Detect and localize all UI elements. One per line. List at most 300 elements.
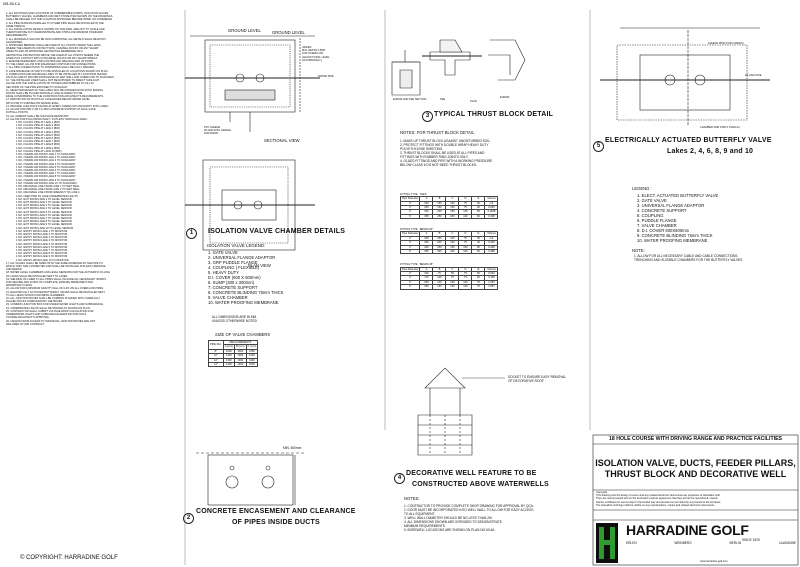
iso-legend-item-1: 2. UNIVERSAL FLANGE ADAPTOR (208, 255, 276, 260)
note-list-item-28: 1 NO. EXIT FROM LAKE 5 TO LEVEL SENSOR (16, 210, 72, 214)
thrust-table-cell: 100 (459, 285, 472, 289)
thrust-table-cell: 4" (401, 245, 420, 249)
thrust-table-cell: 1.253 (485, 280, 498, 284)
thrust-note-3: 3. THRUST BLOCKS SHALL BE USED AT ALL PIPES AND (400, 151, 485, 155)
iso-water-pipe: WATER PIPE (318, 75, 334, 78)
thrust-table-cell: 3" (401, 241, 420, 245)
thrust-table-header: Pipe Diameter (402, 267, 419, 271)
thrust-label-tee: TEE (440, 98, 446, 101)
thrust-table-caption: FITTING TYPE : TEES (400, 193, 427, 196)
thrust-table-cell: 50 (446, 272, 459, 276)
size-cell: 1400 (246, 358, 258, 362)
iso-ground-level: GROUND LEVEL (228, 28, 261, 33)
iso-sectional-view: SECTIONAL VIEW (264, 138, 300, 143)
thrust-table-header: B (433, 232, 446, 236)
note-list-item-31: 1 NO. EXIT FROM LAKE 8 TO LEVEL SENSOR (16, 220, 72, 224)
iso-pvc-sleeve: PVC SLEEVE FILLED WITH GRAVEL FOR DRAIN (204, 126, 232, 136)
section-number-4: 4 (394, 473, 405, 484)
thrust-table-header: A (420, 232, 433, 236)
note-list-item-3: 1 NO. FILLING PIPE AT LAKE 4 (80F) (16, 130, 61, 134)
size-cell: 1300 (223, 358, 234, 362)
size-col-pipe: PIPE DIA. (209, 341, 224, 350)
thrust-table-cell: 75 (459, 206, 472, 210)
tb-course: 18 HOLE COURSE WITH DRIVING RANGE AND PRACTICE FACILITIES (608, 436, 783, 442)
thrust-table-cell: 100 (446, 241, 459, 245)
note-list-item-17: 1 NO. OVERFLOW FROM LAKE 8 TO SOAKAWAY (16, 175, 76, 179)
note-list-item-21: 1 NO. DRAINAGE LINE FROM LAKE 2 TO WET WELL (16, 188, 80, 192)
bf-legend-item-5: 6. PUDDLE FLANGE (637, 218, 677, 223)
iso-plan-view: PLAN VIEW (248, 263, 271, 268)
thrust-table-header: D (459, 267, 472, 271)
note-list-item-15: 1 NO. OVERFLOW FROM LAKE 6 TO SOAKAWAY (16, 168, 76, 172)
iso-legend-item-6: 6. SUMP (300 x 300mm) (208, 280, 255, 285)
note-list-item-18: 1 NO. OVERFLOW FROM LAKE 9 TO SOAKAWAY (16, 178, 76, 182)
note-list-item-4: 1 NO. FILLING PIPE AT LAKE 5 (80F) (16, 133, 61, 137)
size-cell: 1000 (235, 349, 247, 353)
note-list-item-20: 1 NO. DRAINAGE LINE FROM LAKE 1 TO WET WELL (16, 184, 80, 188)
bf-chamber: CHAMBER (MIN 1500 X 1500mm) (700, 126, 740, 129)
iso-dims-note: ALL DIMENSIONS ARE IN MM UNLESS OTHERWISE NOTED (212, 315, 257, 323)
thrust-table-cell: 100 (459, 250, 472, 254)
thrust-table-cell: 2" (401, 272, 420, 276)
thrust-table-cell: 75 (472, 285, 485, 289)
note-list-item-42: 1 NO. ENTRY FROM LAKE 9 TO MONITOR (16, 255, 68, 259)
note-line-18: 8. LAKE DRAINAGE OUTLETS TO BE INSTALLED AT LOCATIONS SHOWN ON PLAN. (6, 69, 109, 73)
note-tail-line-3: 18. WATER LEVEL CHAMBERS AND LEVEL SENSORS FOR THE AUTOMATIC FILLING (6, 271, 110, 275)
thrust-table-cell: 6" (401, 214, 420, 218)
note-list-item-33: 1 NO. EXIT FROM LAKE 10 TO LEVEL SENSOR (16, 226, 74, 230)
thrust-table-header: E (472, 267, 485, 271)
note-list-item-37: 1 NO. ENTRY FROM LAKE 4 TO MONITOR (16, 239, 68, 243)
note-line-25: ROCKS SHALL BE PLACED MANUALLY AND ALIGNED ON THE (6, 92, 83, 96)
thrust-table-cell: 100 (433, 276, 446, 280)
brand-logo-icon (596, 523, 618, 563)
note-tail-line-12: PLACED ROCKS SURROUNDING THE BOXES. (6, 300, 63, 304)
thrust-table-cell: 100 (459, 210, 472, 214)
thrust-table-cell: 250 (420, 206, 433, 210)
note-list-item-24: 1 NO. EXIT FROM LAKE 1 TO LEVEL SENSOR (16, 197, 72, 201)
thrust-note-5: 4. GLUED FITTINGS AND PIPE WITH A WORKING PRESSURE (400, 159, 493, 163)
tb-office-1: WEINBERG (674, 541, 692, 545)
bf-notes-title: NOTE: (632, 248, 645, 253)
tb-drawing-title: ISOLATION VALVE, DUCTS, FEEDER PILLARS, THRUST BLOCK AND DECORATIVE WELL (595, 458, 796, 479)
section-number-2: 2 (183, 513, 194, 524)
size-measurements: MEASUREMENTS (223, 341, 258, 345)
thrust-table-cell: 75 (459, 241, 472, 245)
thrust-table-header: E (472, 232, 485, 236)
thrust-table-row (401, 250, 498, 254)
thrust-table-cell: 250 (433, 214, 446, 218)
size-cell: 12" (209, 358, 224, 362)
tb-copy-line-0: Copyright (596, 491, 608, 494)
note-list-item-0: 1 NO. FILLING PIPE AT LAKE 1 (80F) (16, 120, 61, 124)
thrust-table-header: Pipe Diameter (402, 232, 419, 236)
thrust-table-caption: FITTING TYPE : BENDS 90° (400, 228, 434, 232)
bf-legend-item-4: 5. COUPLING (637, 213, 664, 218)
note-line-22: ALLOW FOR THE INSTALLATION OF STONES AND PEBBLES TO FILL IN (6, 82, 94, 86)
note-line-21: 10. THE INSTALLED LINES SHALL NOT BE EXPOSED TO DIRECT SUNLIGHT. (6, 79, 100, 83)
iso-legend-item-8: 8. CONCRETE BLINDING 75mm THICK (208, 290, 284, 295)
bf-legend-item-9: 10. WATER PROOFING MEMBRANE (637, 238, 708, 243)
iso-legend (208, 250, 284, 305)
thrust-table-cell: 350 (420, 214, 433, 218)
thrust-table-cell: 75 (472, 280, 485, 284)
thrust-table-cell: 75 (433, 272, 446, 276)
note-tail-line-17: COURSE ARCHITECT'S APPROVAL. (6, 316, 50, 320)
thrust-table-cell: 75 (459, 276, 472, 280)
thrust-table-caption: FITTING TYPE : BENDS 45° (400, 263, 434, 267)
thrust-label-elbow-tee: ELBOW AND TEE SECTION (393, 98, 427, 101)
bf-legend-item-1: 2. GATE VALVE (637, 198, 667, 203)
note-tail-line-10: TO ALL LAKES WITHIN CONCRETE CHAMBERS. (6, 293, 66, 297)
thrust-table-cell: 0.198 (485, 214, 498, 218)
note-line-15: 6. ENSURE PERMANENT AND CONTROLLED WELDING AND UP DOWN (6, 60, 94, 64)
thrust-table-cell: 0.108 (485, 276, 498, 280)
size-cell: 1400 (223, 363, 234, 367)
note-line-4: SAME TRENCH. (6, 24, 26, 28)
note-list-item-29: 1 NO. EXIT FROM LAKE 6 TO LEVEL SENSOR (16, 213, 72, 217)
thrust-table-cell: 0.030 (485, 272, 498, 276)
thrust-table-header: Volume (485, 232, 498, 236)
thrust-table-cell: 6" (401, 285, 420, 289)
bf-legend-item-0: 1. ELECT. ACTUATED BUTTERFLY VALVE (637, 193, 719, 198)
thrust-table-header: A (420, 267, 433, 271)
thrust-table-cell: 30 (472, 236, 485, 240)
size-col-b: B (mm) (236, 345, 245, 349)
note-list-item-26: 1 NO. EXIT FROM LAKE 3 TO LEVEL SENSOR (16, 204, 72, 208)
note-list-item-36: 1 NO. ENTRY FROM LAKE 3 TO MONITOR (16, 236, 68, 240)
note-list-item-5: 1 NO. FILLING PIPE AT LAKE 6 (80F) (16, 136, 61, 140)
note-list-item-9: 1 NO. FILLING PIPE AT LAKE 10 (80F) (16, 149, 62, 153)
thrust-table-header: C (446, 197, 459, 201)
thrust-table-cell: 150 (433, 206, 446, 210)
thrust-table-cell: 250 (433, 245, 446, 249)
bf-legend-item-8: 9. CONCRETE BLINDING 75mm THICK (637, 233, 713, 238)
thrust-table-cell: 4" (401, 210, 420, 214)
note-tail-line-1: WHICH THEY ARE CONNECTED AND SHALL BE INSTALLED FOR EASY REMOVAL (6, 265, 107, 269)
note-line-27: 12. DEPOSITION OF ROCKS AT LAKE EDGES BELOW WATER LEVEL (6, 98, 91, 102)
tb-office-0: ERLEN (626, 541, 637, 545)
thrust-table-cell: 1.557 (485, 285, 498, 289)
thrust-table-header: Volume (485, 267, 498, 271)
tb-office-2: BERLIN (729, 541, 742, 545)
iso-legend-item-7: 7. CONCRETE SUPPORT (208, 285, 258, 290)
thrust-table-cell: 150 (433, 285, 446, 289)
thrust-table-cell: 150 (433, 236, 446, 240)
thrust-table-cell: 0.1188 (485, 210, 498, 214)
note-line-20: ON PLAN AND AT MIN 25M FROM EDGE OF WET WELL AND OVERFLOW TO SOAKAWAY. (6, 76, 115, 80)
thrust-table-cell: 40 (472, 241, 485, 245)
iso-legend-item-2: 3. GRP PUDDLE FLANGE (208, 260, 258, 265)
note-line-29: 13. PROVIDE LAKE ROCK FACING AT EVERY OVERFLOW AND ENTRY INTO LAKES. (6, 104, 109, 108)
thrust-table-cell: 200 (446, 250, 459, 254)
thrust-table-cell: 3" (401, 206, 420, 210)
thrust-table-header: Pipe Diameter (402, 197, 419, 201)
section-number-5: 5 (593, 141, 604, 152)
note-line-19: 9. OVERFLOWS AND DRAINAGE LINES TO BE INSTALLED AT LOCATIONS SHOWN (6, 72, 107, 76)
thrust-table-cell: 100 (446, 236, 459, 240)
note-line-6: THEIR PURPOSE IS TO DEMONSTRATE AND STIPULATE MINIMUM STANDARD (6, 31, 103, 35)
size-cell: 1300 (223, 354, 234, 358)
well-note-5: MINIMUM REQUIREMENTS. (404, 524, 446, 528)
note-list-item-12: 1 NO. OVERFLOW FROM LAKE 3 TO SOAKAWAY (16, 159, 76, 163)
thrust-table-cell: 50 (472, 272, 485, 276)
thrust-table-cell: 0.448 (485, 245, 498, 249)
size-cell: 1400 (235, 363, 247, 367)
bf-legend-item-3: 4. CONCRETE SUPPORT (637, 208, 687, 213)
bf-filling-pipe: FILLING PIPE (745, 74, 762, 77)
thrust-label-elbow: ELBOW (500, 96, 510, 99)
size-cell: 14" (209, 363, 224, 367)
thrust-table-cell: 150 (446, 245, 459, 249)
footer-copyright: © COPYRIGHT: HARRADINE GOLF (20, 555, 118, 561)
tb-copy-line-4: The Harradine Golf logo shall be visible on any reproductions, copies and related electronic documents. (596, 503, 715, 507)
thrust-table-cell: 60 (472, 276, 485, 280)
note-tail-line-16: UNDERWATER LIGHTS AND SUBSURFACE AERATION FOR GOLF (6, 313, 87, 317)
drawing-ref: 828-28LK-A (3, 2, 21, 6)
bf-legend-item-7: 8. D.I. COVER 600X600mm (637, 228, 690, 233)
thrust-notes-title: NOTES: FOR THRUST BLOCK DETAIL (400, 130, 475, 135)
note-list-item-7: 1 NO. FILLING PIPE AT LAKE 8 (80F) (16, 143, 61, 147)
note-list-item-10: 1 NO. OVERFLOW FROM LAKE 1 TO SOAKAWAY (16, 152, 76, 156)
thrust-note-2: POLYETHYLENE SHEETING. (400, 147, 444, 151)
tb-copy-line-3: loaned, exhibited nor used except in the limited way and private use permitted by any loaned to the borrower. (596, 500, 722, 504)
well-title-2: CONSTRUCTED ABOVE WATERWELLS (412, 481, 549, 488)
thrust-table-cell: 0.035 (485, 206, 498, 210)
thrust-table-cell: 250 (420, 241, 433, 245)
thrust-table-cell: 4" (401, 280, 420, 284)
note-tail-line-14: 24. UNDERWATER LIGHTS SHALL BE SPACED AS SHOWN ON PLAN. (6, 306, 91, 310)
thrust-table-cell: 0.435 (485, 241, 498, 245)
note-list-item-23: 1 NO. FEED PIPE TO LAKE UNDERWATER LIGHTS (16, 194, 78, 198)
thrust-note-4: FITTINGS WITH RUBBER RING JOINTS ONLY. (400, 155, 469, 159)
thrust-table-cell: 100 (459, 280, 472, 284)
thrust-label-plan: PLAN (470, 100, 477, 103)
note-tail-line-5: 19. WELDING OF LINER TO ALL PIPES SHALL INCLUDE ALL NECESSARY WORKS (6, 277, 106, 281)
iso-legend-title: ISOLATION VALVE LEGEND: (207, 243, 266, 248)
well-note-4: 4. ALL DIMENSIONS SHOWN ARE INTENDED TO DEMONSTRATE (404, 520, 502, 524)
note-tail-line-15: 25. CONTRACTOR SHALL SUBMIT VOLTAGE DROP CALCULATION FOR (6, 309, 94, 313)
encase-title-1: CONCRETE ENCASEMENT AND CLEARANCE (196, 508, 356, 515)
well-note-2: TO ALL EQUIPMENT. (404, 512, 435, 516)
thrust-table-cell: 60 (472, 214, 485, 218)
bf-legend (637, 193, 718, 243)
note-tail-line-0: 17. ALL VALVES SHALL BE SIZED WITH THE SAME DIAMETER AS THE PIPE TO (6, 261, 103, 265)
thrust-table-row (401, 285, 498, 289)
note-line-10: 5. APPROVED BEDDING SHALL BE USED AT ALL POINTS UNDER THE LAKES (6, 44, 101, 48)
note-list-item-38: 1 NO. ENTRY FROM LAKE 5 TO MONITOR (16, 242, 68, 246)
thrust-table-cell: 200 (446, 214, 459, 218)
tb-copyright-note (596, 491, 796, 507)
note-line-5: 3. ALL INSTALLATION DETAILS SHOWN ON THIS DWG. ARE NOT TO SCALE AND (6, 28, 105, 32)
thrust-table-header: B (433, 267, 446, 271)
thrust-table-cell: 30 (472, 201, 485, 205)
thrust-table-cell: 2" (401, 201, 420, 205)
iso-ground-level-2: GROUND LEVEL (272, 30, 305, 35)
thrust-table-block (400, 228, 498, 254)
bf-note: 1. ALLOW FOR ALL NECESSARY CABLE AND CABLE CONNECTIONS, TRENCHING AND SUITABLE CHAMBERS FOR THE BUTTERFLY VALVES. (634, 254, 744, 262)
well-note-3: 3. WELL WALL DIAMETER SHOULD BE NO LESS THAN 2M. (404, 516, 493, 520)
note-list-item-30: 1 NO. EXIT FROM LAKE 7 TO LEVEL SENSOR (16, 217, 72, 220)
thrust-table-cell: 300 (420, 245, 433, 249)
thrust-title: TYPICAL THRUST BLOCK DETAIL (434, 111, 554, 118)
tb-brand: HARRADINE GOLF (626, 522, 749, 538)
thrust-table-cell: 200 (420, 280, 433, 284)
thrust-table-cell: 100 (446, 201, 459, 205)
thrust-table-header: E (472, 197, 485, 201)
note-list-item-13: 1 NO. OVERFLOW FROM LAKE 4 TO SOAKAWAY (16, 162, 76, 166)
note-list-item-43: 1 NO. ENTRY FROM LAKE 10 TO MONITOR (16, 258, 69, 262)
note-tail-line-18: 26. UNLESS FROM ACCESS TO INDIVIDUAL JUNCTION BOXES ARE NOT (6, 319, 96, 323)
thrust-table-cell: 50 (472, 210, 485, 214)
tb-copy-line-1: This drawing and the design it covers and any related electronic documents are properties of Harradine Golf. (596, 494, 721, 498)
thrust-table-cell: 75 (459, 201, 472, 205)
thrust-table-header: D (459, 197, 472, 201)
thrust-table-cell: 100 (459, 214, 472, 218)
bf-legend-item-6: 7. VALVE CHAMBER (637, 223, 677, 228)
note-list-item-34: 1 NO. ENTRY FROM LAKE 1 TO MONITOR (16, 229, 68, 233)
thrust-table-cell: 250 (420, 285, 433, 289)
note-line-1: BUTTERFLY VALVES, CHAMBERS AND WET STORE ITEM SHOWN ON THE DRAWINGS (6, 15, 113, 19)
tb-office-3: LAUSANNE (778, 541, 796, 545)
thrust-table-cell: 175 (420, 276, 433, 280)
size-cell: 1500 (246, 363, 258, 367)
iso-varies: VARIES MIN. DEPTH 0.50M FOR OVERFLOW (ADJUST FINAL LEVEL ACCORDINGLY) (302, 46, 330, 62)
note-line-16: TO THE LINER. ALLOW FOR ENHANCED CONTOUR FOR CONNECTIONS. (6, 63, 97, 67)
note-line-8: 4. ALL MATERIALS SHOULD BE NON CORROSIVE. ALL METALS SHALL BE EPOXY (6, 37, 107, 41)
size-cell: 1300 (246, 354, 258, 358)
thrust-table-cell: 75 (459, 236, 472, 240)
size-cell: 8" (209, 349, 224, 353)
note-line-7: REQUIREMENTS. (6, 34, 28, 38)
tb-since: SINCE 1929 (742, 538, 760, 542)
section-number-1: 1 (186, 228, 197, 239)
note-line-30: 14. ALLOW FOR 25M X 2M X 0.15M CONCRETE SUPPORT AT EACH LAKE (6, 108, 96, 112)
tb-website: www.harradine-golf.com (700, 560, 728, 563)
note-tail-line-2: AND REPAIR. (6, 268, 23, 272)
thrust-table-cell: 200 (433, 241, 446, 245)
tb-copy-line-2: They are merely loaned and on the borrowers express agreement that they will not be reproduced, copied, (596, 497, 718, 501)
iso-legend-item-5: D.I. COVER (600 X 600mm) (208, 275, 261, 280)
bf-title-1: ELECTRICALLY ACTUATED BUTTERFLY VALVE (605, 137, 772, 144)
note-list-item-35: 1 NO. ENTRY FROM LAKE 2 TO MONITOR (16, 233, 68, 237)
size-cell: 1000 (223, 349, 234, 353)
well-socket: SOCKET TO ENSURE EASY REMOVAL OF DECORATIVE ROOF (508, 375, 566, 383)
thrust-table-cell: 60 (472, 250, 485, 254)
thrust-table (400, 196, 498, 219)
note-line-33: 16. ALLOW FOR FOLLOWING INLET / OUTLETS THROUGH LAKES - (6, 117, 89, 121)
size-cell: 1250 (246, 349, 258, 353)
thrust-table-cell: 75 (459, 272, 472, 276)
iso-size-title: SIZE OF VALVE CHAMBERS (215, 332, 271, 337)
note-line-14: LINER IS IN CONTACT WITH CONCRETE, ROCKS OR ANY SHARP OBJECT. (6, 56, 98, 60)
valve-chamber-size-table (208, 340, 258, 367)
thrust-table-header: Volume (485, 197, 498, 201)
thrust-table-cell: 200 (420, 236, 433, 240)
thrust-table-cell: 200 (433, 210, 446, 214)
note-list-item-40: 1 NO. ENTRY FROM LAKE 7 TO MONITOR (16, 249, 68, 253)
thrust-table-cell: 40 (472, 206, 485, 210)
note-line-0: 1. ALL ROUTINGS AND LOCATIONS OF SUBMERSIBLE PUMPS, ISOLATION VALVES, (6, 12, 109, 15)
thrust-table (400, 231, 498, 254)
note-tail-line-7: WATERTIGHT FIXING. (6, 284, 33, 288)
well-note-6: 5. BOREWELL LOCATIONS ARE SHOWN ON PLAN NO.63-6A (404, 528, 495, 532)
thrust-table-cell: 2" (401, 236, 420, 240)
iso-legend-item-10: 10. WATER PROOFING MEMBRANE (208, 300, 279, 305)
note-list-item-16: 1 NO. OVERFLOW FROM LAKE 7 TO SOAKAWAY (16, 172, 76, 176)
size-cell: 10" (209, 354, 224, 358)
thrust-table-cell: m3 (485, 201, 498, 205)
well-notes (404, 504, 534, 532)
thrust-table-row (401, 214, 498, 218)
size-col-a: A (mm) (224, 345, 234, 349)
note-list-item-25: 1 NO. EXIT FROM LAKE 2 TO LEVEL SENSOR (16, 200, 72, 204)
iso-legend-item-4: 5. HEAVY DUTY (208, 270, 240, 275)
iso-legend-item-3: 4. COUPLING ( FLEXIBLE) (208, 265, 260, 270)
note-line-26: EDGE CONFORMING TO THE CONSTRUCTION ARCHITECT'S REQUIREMENTS. (6, 95, 104, 99)
bf-title-2: Lakes 2, 4, 6, 8, 9 and 10 (667, 148, 754, 155)
thrust-table-cell: 125 (433, 280, 446, 284)
well-note-0: 1. CONTRACTOR TO PROVIDE COMPLETE SHOP DRAWING FOR APPROVAL BY QCA. (404, 504, 534, 508)
note-list-item-6: 1 NO. FILLING PIPE AT LAKE 7 (80F) (16, 140, 61, 144)
note-tail-line-9: 21. ELECTRICALLY ACTUATED BUTTERFLY VALVES SHALL BE INSTALLED NEXT (6, 290, 105, 294)
thrust-table-cell: 200 (420, 201, 433, 205)
thrust-note-6: BELOW CLASS 6 DO NOT NEED THRUST BLOCKS. (400, 163, 477, 167)
note-tail-line-4: OF LAKES SHALL BE INSTALLED NEXT TO LAKES. (6, 274, 68, 278)
note-line-23: SECTIONS OF THE PIPE EXPOSED TO SUNLIGHT. (6, 85, 68, 89)
encase-min: MIN. 600mm (283, 446, 302, 450)
note-tail-line-13: 23. COMMON JUNCTION BOX FOR UNDER WATER LIGHTS AND SUBSURFACE. (6, 303, 104, 307)
bf-legend-title: LEGEND : (632, 186, 652, 191)
section-number-3: 3 (422, 111, 433, 122)
note-list-item-8: 1 NO. FILLING PIPE AT LAKE 9 (80F) (16, 146, 61, 150)
thrust-note-1: 2. PROTECT FITTINGS WITH DOUBLE WRAP HEAVY DUTY (400, 143, 489, 147)
note-tail-line-19: INCLUDED IN THIS CONTRACT. (6, 322, 45, 326)
thrust-table-cell: 150 (433, 201, 446, 205)
thrust-table-cell: 6" (401, 250, 420, 254)
note-list-item-22: 1 NO. DRAINAGE LINE FROM GREENS 5 TO LAKE 4 (16, 191, 80, 195)
thrust-table-cell: 100 (446, 280, 459, 284)
note-line-17: 7. ALL PIPE CONNECTIONS TO DOWNPIPES SHALL BE FULLY WELDED. (6, 66, 95, 70)
note-line-24: 11. SELECTED EDGES OF THE LAKES WILL BE FINISHED WITH ROCK EDGING (6, 88, 104, 92)
note-line-32: 15. ALL CEMENT SHALL BE SULPHATE RESISTANT. (6, 114, 70, 118)
thrust-table-cell: m3 (485, 236, 498, 240)
thrust-table-cell: 0.488 (485, 250, 498, 254)
note-line-31: OUTFALL POINTS. (6, 111, 29, 115)
bf-sleeve: SLEEVE PIPE (FOR CABLES) (708, 42, 744, 45)
note-line-3: 2. ALL PIPE RUNNING PARALLEL TO OTHER PIPE SHALL BE INSTALLED IN THE (6, 21, 104, 25)
note-list-item-11: 1 NO. OVERFLOW FROM LAKE 2 TO SOAKAWAY (16, 156, 76, 160)
thrust-notes (400, 139, 492, 167)
thrust-table-cell: 350 (420, 250, 433, 254)
note-list-item-14: 1 NO. OVERFLOW FROM LAKE 5 TO SOAKAWAY (16, 165, 76, 169)
well-title-1: DECORATIVE WELL FEATURE TO BE (406, 470, 537, 477)
note-line-12: OBJECTS AND AN APPROVED GEOTEXTILE MEMBRANE OR A (6, 50, 83, 54)
encase-title-2: OF PIPES INSIDE DUCTS (232, 519, 320, 526)
note-tail-line-8: 20. ALLOW FOR A MINIMUM GRAVITY FALL OF 0.4% ON ALL OVERFLOW PIPES. (6, 287, 104, 291)
note-line-13: GEOTEXTILE PROTECTION ABOVE THE LINER AT ALL POINTS WHERE THE (6, 53, 100, 57)
note-line-11: WHERE THE LINERS IN CONTACT WITH CHANNEL ROCKS OR ANY SHARP (6, 47, 99, 51)
thrust-table-header: D (459, 232, 472, 236)
note-list-item-27: 1 NO. EXIT FROM LAKE 4 TO LEVEL SENSOR (16, 207, 72, 211)
note-tail-line-11: 22. ALL JUNCTION BOXES SHALL BE COMMON PLANNED WITH CAREFULLY (6, 297, 101, 301)
iso-legend-item-9: 9. VALVE CHAMBER (208, 295, 248, 300)
size-cell: 1300 (235, 358, 247, 362)
note-list-item-41: 1 NO. ENTRY FROM LAKE 8 TO MONITOR (16, 252, 68, 256)
note-list-item-2: 1 NO. FILLING PIPE AT LAKE 3 (80F) (16, 127, 61, 131)
copyright-icon: © (20, 555, 25, 561)
thrust-table-cell: 300 (433, 250, 446, 254)
